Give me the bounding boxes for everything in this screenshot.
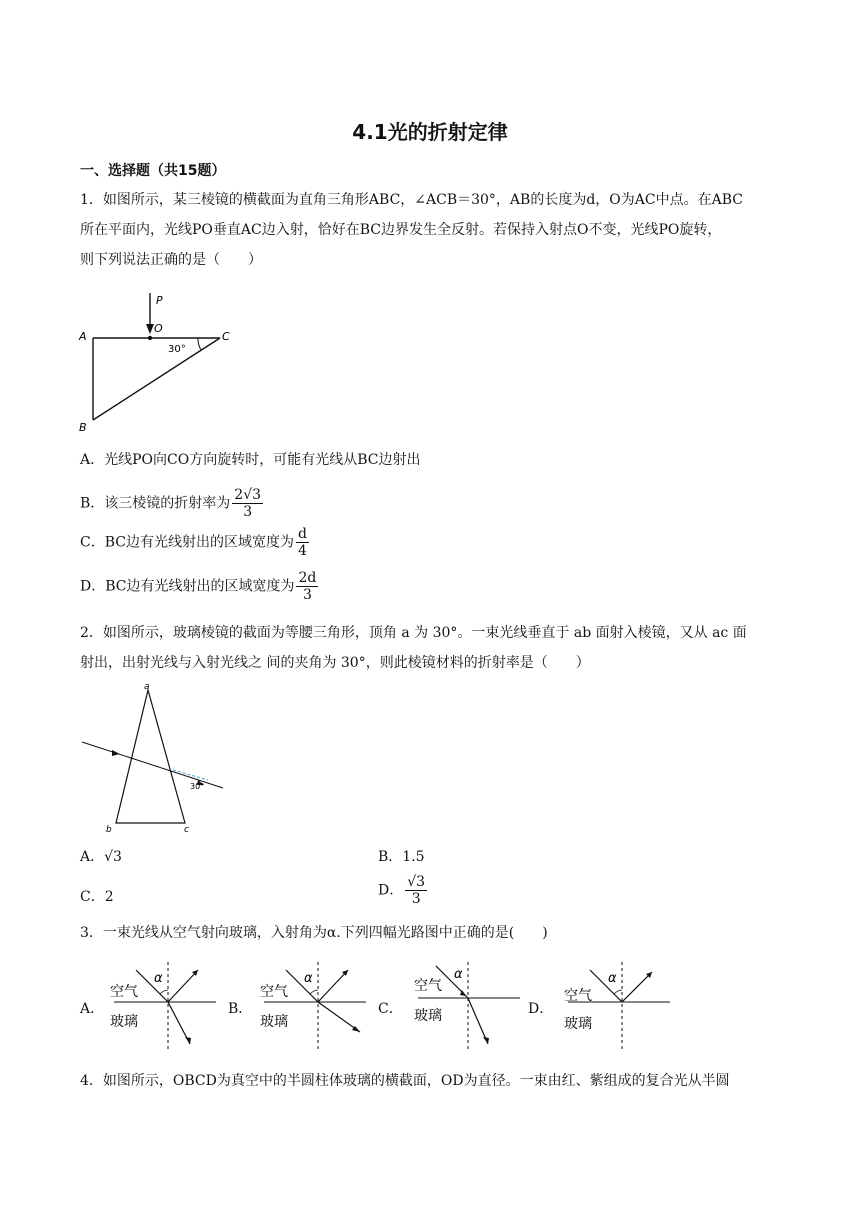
q1-option-d-text: D．BC边有光线射出的区域宽度为 [80,578,295,595]
q1-option-a: A．光线PO向CO方向旋转时，可能有光线从BC边射出 [80,452,421,468]
fraction-numerator: 2d [298,570,317,586]
air-label: 空气 [414,978,442,994]
glass-label: 玻璃 [260,1014,288,1030]
q1-option-c-text: C．BC边有光线射出的区域宽度为 [80,534,294,551]
fraction-denominator: 3 [243,504,253,520]
q1-option-d [80,570,318,603]
q1-label-b: B [79,421,87,434]
q1-figure [70,288,240,436]
q1-angle-label: 30° [168,344,186,355]
q1-option-d-fraction [296,570,318,603]
alpha-label: α [304,971,313,986]
q2-option-d-text: D． [378,882,404,899]
q2-angle-label: 30° [190,782,205,791]
question-1 [80,185,780,275]
fraction-denominator: 3 [411,891,421,907]
q3-diagram-c [410,960,522,1052]
q3-line: 3．一束光线从空气射向玻璃，入射角为α.下列四幅光路图中正确的是( ) [80,925,548,941]
glass-label: 玻璃 [564,1016,592,1032]
q1-option-c-fraction [296,526,309,559]
glass-label: 玻璃 [414,1008,442,1024]
q3-option-b-label: B． [228,1001,253,1017]
glass-label: 玻璃 [110,1014,138,1030]
q2-line: 射出，出射光线与入射光线之 间的夹角为 30°，则此棱镜材料的折射率是（ ） [80,655,590,671]
q2-label-a: a [144,682,150,692]
section-heading: 一、选择题（共15题） [80,163,226,179]
air-label: 空气 [110,984,138,1000]
alpha-label: α [608,971,617,986]
q1-option-b [80,487,263,520]
q1-line: 1．如图所示，某三棱镜的横截面为直角三角形ABC，∠ACB＝30°，AB的长度为d，O为AC中点。在ABC [80,192,743,208]
q1-line: 所在平面内，光线PO垂直AC边入射，恰好在BC边界发生全反射。若保持入射点O不变，光线PO旋转， [80,222,722,238]
q4-line: 4．如图所示，OBCD为真空中的半圆柱体玻璃的横截面，OD为直径。一束由红、紫组成的复合光从半圆 [80,1073,730,1089]
q2-figure [78,680,238,836]
q3-diagram-a [106,960,218,1052]
q1-label-c: C [222,330,230,343]
q1-option-b-fraction [232,487,263,520]
q3-diagram-d [560,960,672,1052]
q1-option-b-text: B．该三棱镜的折射率为 [80,495,231,512]
alpha-label: α [154,971,163,986]
q3-option-a-label: A． [80,1001,105,1017]
fraction-numerator: 2√3 [234,487,262,503]
q2-label-b: b [106,825,112,835]
q2-option-c: C．2 [80,889,114,905]
question-3 [80,918,780,948]
q1-label-o: O [154,322,163,335]
q1-label-a: A [79,330,87,343]
q3-option-d-label: D． [528,1001,554,1017]
q3-option-c-label: C． [378,1001,403,1017]
fraction-denominator: 4 [298,543,307,559]
fraction-numerator: √3 [407,874,426,890]
q2-option-a: A．√3 [80,849,122,865]
q2-option-b: B．1.5 [378,849,425,865]
q1-label-p: P [156,294,163,307]
question-4 [80,1066,780,1096]
fraction-denominator: 3 [302,587,312,603]
air-label: 空气 [260,984,288,1000]
q2-label-c: c [184,825,189,835]
question-2 [80,618,780,678]
fraction-numerator: d [297,526,307,542]
q2-option-d-fraction [405,874,427,907]
q2-option-d [378,874,427,907]
q2-line: 2．如图所示，玻璃棱镜的截面为等腰三角形，顶角 a 为 30°。一束光线垂直于 ab 面射入棱镜，又从 ac 面 [80,625,747,641]
air-label: 空气 [564,988,592,1004]
q1-line: 则下列说法正确的是（ ） [80,252,262,268]
page-title: 4.1光的折射定律 [352,120,508,144]
q1-option-c [80,526,309,559]
q3-diagram-b [256,960,368,1052]
alpha-label: α [454,967,463,982]
